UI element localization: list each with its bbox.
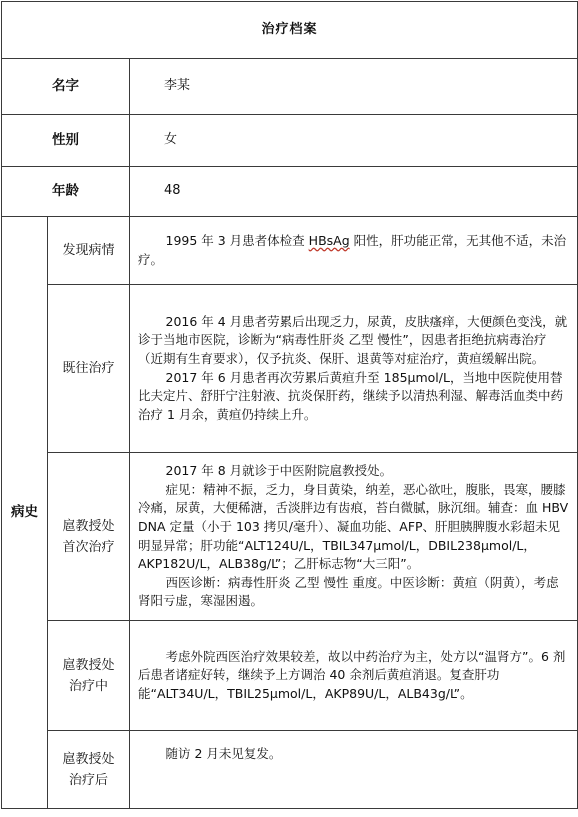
after-paragraph: 随访 2 月未见复发。 xyxy=(165,746,282,761)
after-treatment-label xyxy=(48,731,130,809)
past-paragraph: 2017 年 6 月患者再次劳累后黄疸升至 185μmol/L，当地中医院使用替比夫定片、舒肝宁注射液、抗炎保肝药，继续予以清热利湿、解毒活血类中药治疗 1 月余，黄疸仍持续上升。 xyxy=(138,369,564,422)
discovery-text-after: 阳性，肝功能正常，无其他不适，未治疗。 xyxy=(138,232,567,267)
first-visit-label-line1: 扈教授处 xyxy=(62,518,115,534)
first-visit-text xyxy=(130,453,578,621)
during-treatment-row xyxy=(2,621,578,731)
age-label: 年龄 xyxy=(2,167,130,217)
name-value: 李某 xyxy=(130,59,578,115)
past-treatment-label: 既往治疗 xyxy=(48,285,130,453)
history-label: 病史 xyxy=(2,217,48,809)
name-row xyxy=(2,59,578,115)
discovery-row xyxy=(2,217,578,285)
discovery-text-before: 1995 年 3 月患者体检查 xyxy=(165,232,309,248)
after-treatment-text xyxy=(130,731,578,809)
discovery-label: 发现病情 xyxy=(48,217,130,285)
treatment-record-table xyxy=(1,1,578,809)
age-row xyxy=(2,167,578,217)
first-visit-paragraph: 2017 年 8 月就诊于中医附院扈教授处。 xyxy=(165,463,393,479)
past-treatment-text xyxy=(130,285,578,453)
gender-label: 性别 xyxy=(2,115,130,167)
name-label: 名字 xyxy=(2,59,130,115)
hbsag-marked-term: HBsAg xyxy=(308,232,350,248)
first-visit-label xyxy=(48,453,130,621)
first-visit-label-line2: 首次治疗 xyxy=(62,539,115,555)
during-label-line2: 治疗中 xyxy=(68,678,108,694)
first-visit-paragraph: 西医诊断：病毒性肝炎 乙型 慢性 重度。中医诊断：黄疸（阴黄），考虑肾阳亏虚，寒湿困遏。 xyxy=(138,574,559,609)
first-visit-row xyxy=(2,453,578,621)
after-label-line2: 治疗后 xyxy=(68,772,108,788)
title-row xyxy=(2,2,578,59)
after-treatment-row xyxy=(2,731,578,809)
during-label-line1: 扈教授处 xyxy=(62,657,115,673)
past-treatment-row xyxy=(2,285,578,453)
discovery-text xyxy=(130,217,578,285)
record-title: 治疗档案 xyxy=(2,2,578,59)
gender-row xyxy=(2,115,578,167)
after-label-line1: 扈教授处 xyxy=(62,751,115,767)
age-value: 48 xyxy=(130,167,578,217)
during-treatment-label xyxy=(48,621,130,731)
gender-value: 女 xyxy=(130,115,578,167)
during-treatment-text xyxy=(130,621,578,731)
first-visit-paragraph: 症见：精神不振，乏力，身目黄染，纳差，恶心欲吐，腹胀，畏寒，腰膝冷痛，尿黄，大便稀溏，舌淡胖边有齿痕，苔白微腻，脉沉细。辅查：血 HBV DNA 定量（小于 103 拷贝/毫升）、凝血功能、AFP、肝胆胰脾腹水彩超未见明显异常；肝功能“ALT124U/L，TBIL347μmol/L，DBIL238μmol/L，AKP182U/L，ALB38g/L”；乙肝标志物“大三阳”。 xyxy=(138,481,569,572)
treatment-record-sheet xyxy=(1,1,577,813)
past-paragraph: 2016 年 4 月患者劳累后出现乏力，尿黄，皮肤瘙痒，大便颜色变浅，就诊于当地市医院，诊断为“病毒性肝炎 乙型 慢性”，因患者拒绝抗病毒治疗（近期有生育要求），仅予抗炎、保肝、退黄等对症治疗，黄疸缓解出院。 xyxy=(138,313,568,366)
during-paragraph: 考虑外院西医治疗效果较差，故以中药治疗为主，处方以“温肾方”。6 剂后患者诸症好转，继续予上方调治 40 余剂后黄疸消退。复查肝功能“ALT34U/L，TBIL25μmol/L，AKP89U/L，ALB43g/L”。 xyxy=(138,648,566,701)
